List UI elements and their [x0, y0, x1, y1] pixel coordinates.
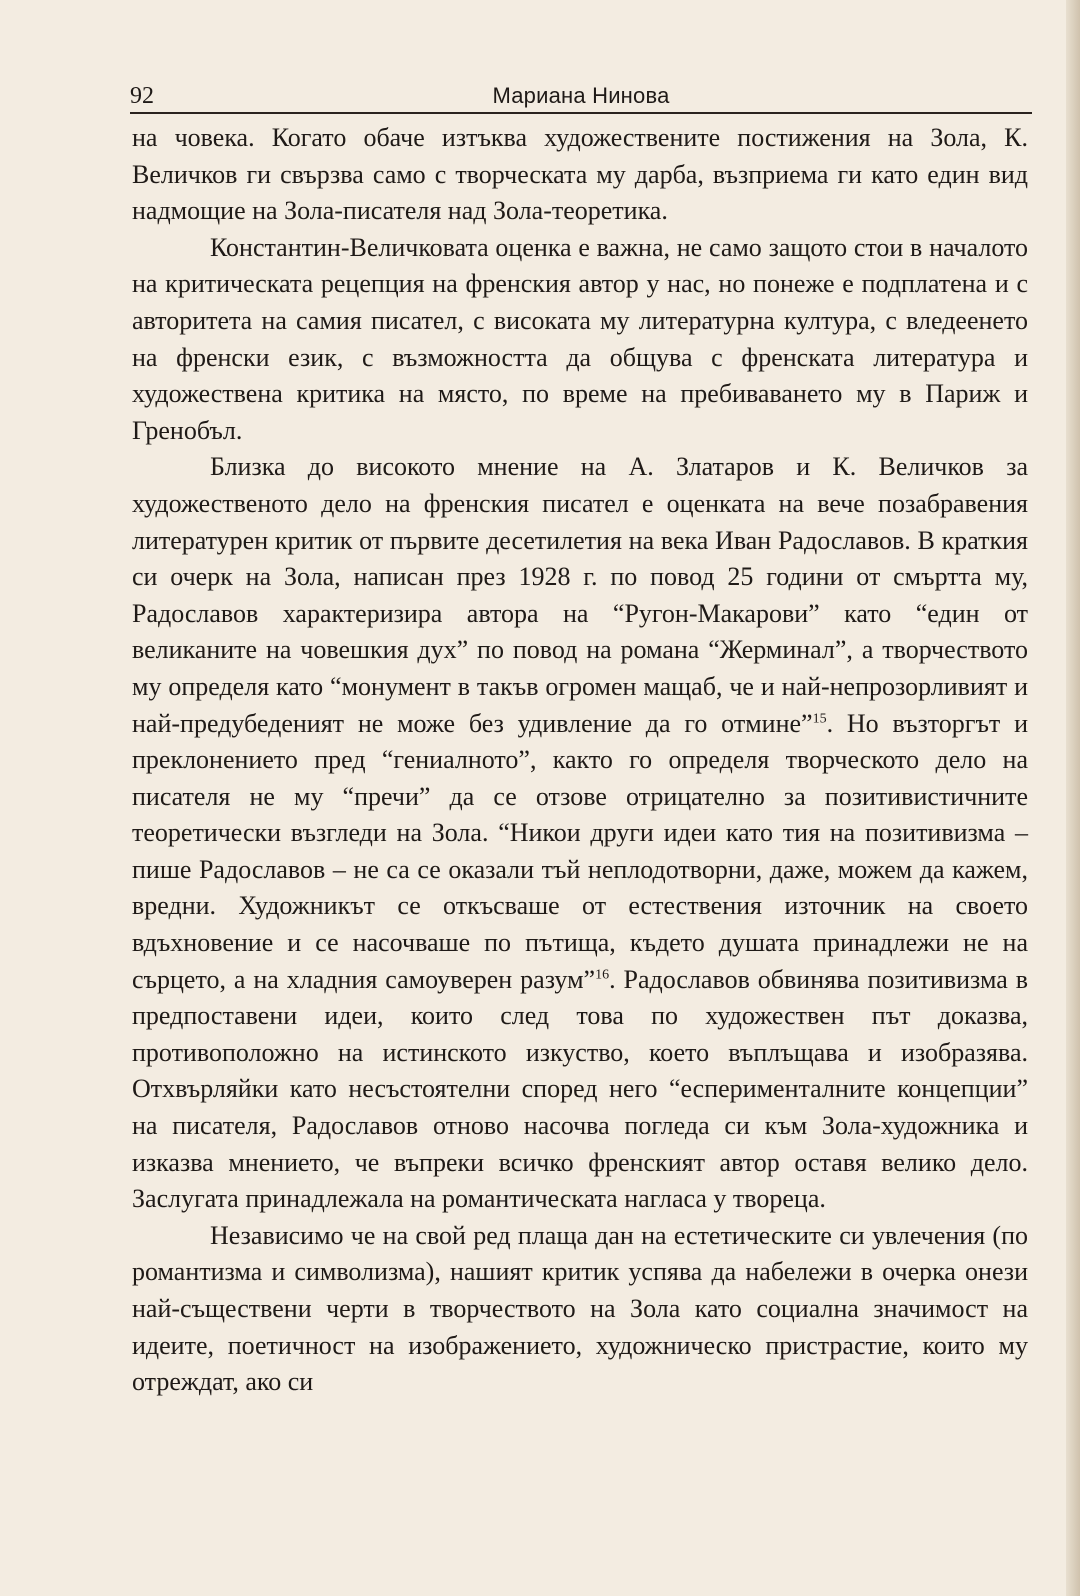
paragraph-3-part-b: . Но възторгът и преклонението пред “гениалното”, както го определя творческото дело на писателя не му “пречи” да се отзове отрицателно за позитивистичните теоретически възгледи на Зола. “Никои други идеи като тия на позитивизма – пише Радославов – не са се оказали тъй неплодотворни, даже, можем да кажем, вредни. Художникът се откъсваше от естествения източник на своето вдъхновение и се насочваше по пътища, където душата принадлежи не на сърцето, а на хладния самоуверен разум”: [132, 708, 1028, 994]
paragraph-4: Независимо че на свой ред плаща дан на естетическите си увлечения (по романтизма и символизма), нашият критик успява да набележи в очерка онези най-съществени черти в творчеството на Зола като социална значимост на идеите, поетичност на изображението, художническо пристрастие, които му отреждат, ако си: [132, 1220, 1028, 1397]
body-text: [132, 120, 1028, 1401]
paragraph-3: [132, 449, 1028, 1217]
footnote-ref-15: 15: [812, 710, 827, 726]
footnote-ref-16: 16: [595, 967, 610, 982]
paragraph-1: на човека. Когато обаче изтъква художествените постижения на Зола, К. Величков ги свързва само с творческата му дарба, възприема ги като един вид надмощие на Зола-писателя над Зола-теоретика.: [132, 123, 1028, 226]
running-head-author: Мариана Нинова: [492, 83, 670, 108]
paragraph-3-part-a: Близка до високото мнение на А. Златаров и К. Величков за художественото дело на френския писател е оценката на вече позабравения литературен критик от първите десетилетия на века Иван Радославов. В краткия си очерк на Зола, написан през 1928 г. по повод 25 години от смъртта му, Радославов характеризира автора на “Ругон-Макарови” като “един от великаните на човешкия дух” по повод на романа “Жерминал”, а творчеството му определя като “монумент в такъв огромен мащаб, че и най-непрозорливият и най-предубеденият не може без удивление да го отмине”: [132, 452, 1028, 738]
page-number: 92: [130, 83, 154, 109]
paragraph-2: Константин-Величковата оценка е важна, не само защото стои в началото на критическата рецепция на френския автор у нас, но понеже е подплатена и с авторитета на самия писател, с високата му литературна култура, с вледеенето на френски език, с възможността да общува с френската литература и художествена критика на място, по време на пребиваването му в Париж и Гренобъл.: [132, 232, 1028, 445]
page-header: [130, 78, 1032, 114]
paragraph-3-part-c: . Радославов обвинява позитивизма в предпоставени идеи, които след това по художествен път доказва, противоположно на истинското изкуство, което въплъщава и изобразява. Отхвърляйки като несъстоятелни според него “есперименталните концепции” на писателя, Радославов отново насочва погледа си към Зола-художника и изказва мнението, че въпреки всичко френският автор оставя велико дело. Заслугата принадлежала на романтическата нагласа у твореца.: [132, 964, 1028, 1214]
page-edge-shadow: [1066, 0, 1080, 1596]
